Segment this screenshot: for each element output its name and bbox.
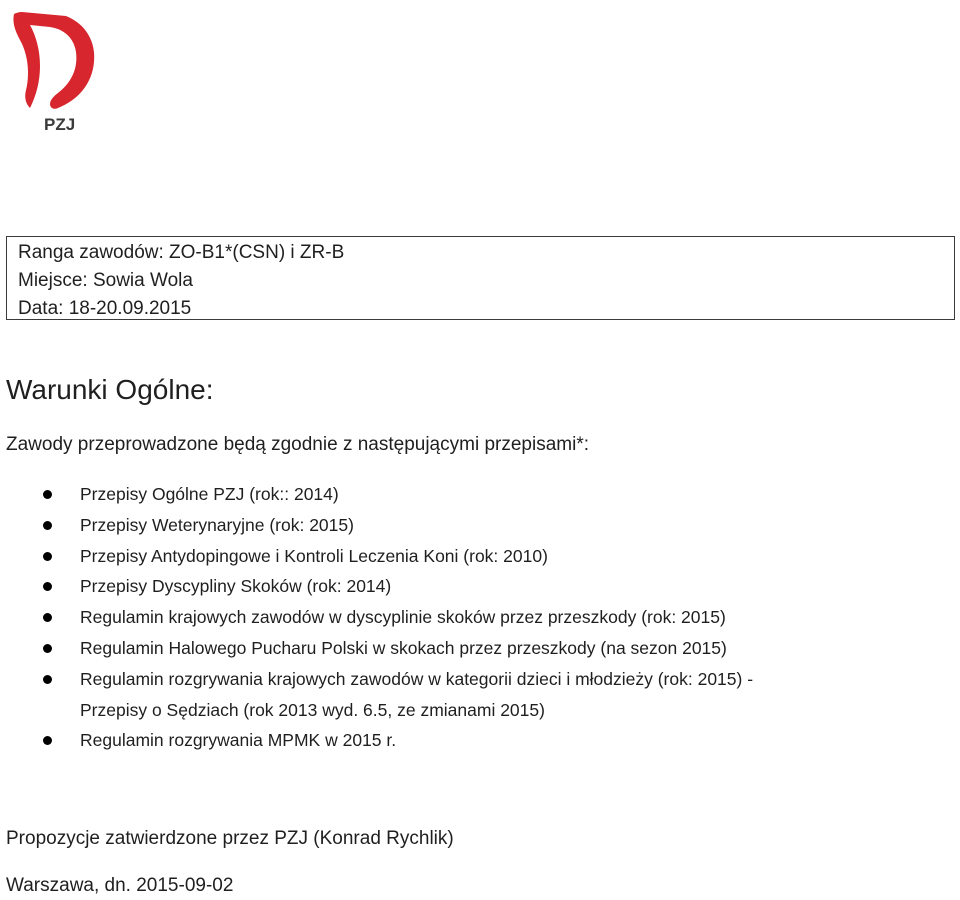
regulation-item xyxy=(0,571,753,602)
bullet-icon xyxy=(43,490,52,499)
regulation-text: Regulamin krajowych zawodów w dyscyplinie skoków przez przeszkody (rok: 2015) xyxy=(80,607,726,628)
regulation-item xyxy=(0,633,753,664)
regulation-text: Regulamin rozgrywania MPMK w 2015 r. xyxy=(80,730,397,751)
regulation-item xyxy=(0,725,753,756)
approval-note: Propozycje zatwierdzone przez PZJ (Konrad Rychlik) xyxy=(6,828,454,849)
bullet-icon xyxy=(43,582,52,591)
bullet-icon xyxy=(43,613,52,622)
regulation-item xyxy=(0,602,753,633)
regulation-text: Przepisy Dyscypliny Skoków (rok: 2014) xyxy=(80,576,392,597)
bullet-icon xyxy=(43,675,52,684)
pzj-logo xyxy=(6,4,98,136)
regulation-text: Przepisy o Sędziach (rok 2013 wyd. 6.5, ze zmianami 2015) xyxy=(80,699,545,720)
regulations-list xyxy=(0,479,753,756)
competition-info-box xyxy=(6,236,955,320)
regulation-item xyxy=(0,664,753,726)
competition-date: Data: 18-20.09.2015 xyxy=(18,298,192,319)
regulation-item xyxy=(0,541,753,572)
regulation-item xyxy=(0,479,753,510)
regulation-text: Przepisy Antydopingowe i Kontroli Leczenia Koni (rok: 2010) xyxy=(80,545,548,566)
section-title: Warunki Ogólne: xyxy=(6,374,214,405)
bullet-icon xyxy=(43,736,52,745)
bullet-icon xyxy=(43,521,52,530)
bullet-icon xyxy=(43,552,52,561)
logo-text: PZJ xyxy=(44,115,76,134)
regulation-text: Regulamin rozgrywania krajowych zawodów w kategorii dzieci i młodzieży (rok: 2015) - xyxy=(80,668,754,689)
regulation-text: Przepisy Ogólne PZJ (rok:: 2014) xyxy=(80,484,339,504)
bullet-icon xyxy=(43,644,52,653)
pzj-logo-mark xyxy=(6,4,98,136)
competition-place: Miejsce: Sowia Wola xyxy=(18,270,193,291)
regulation-text: Przepisy Weterynaryjne (rok: 2015) xyxy=(80,514,354,535)
intro-text: Zawody przeprowadzone będą zgodnie z następującymi przepisami*: xyxy=(6,434,589,455)
competition-rank: Ranga zawodów: ZO-B1*(CSN) i ZR-B xyxy=(18,242,345,263)
regulation-text: Regulamin Halowego Pucharu Polski w skokach przez przeszkody (na sezon 2015) xyxy=(80,637,727,658)
place-and-date: Warszawa, dn. 2015-09-02 xyxy=(6,875,234,896)
regulation-item xyxy=(0,510,753,541)
